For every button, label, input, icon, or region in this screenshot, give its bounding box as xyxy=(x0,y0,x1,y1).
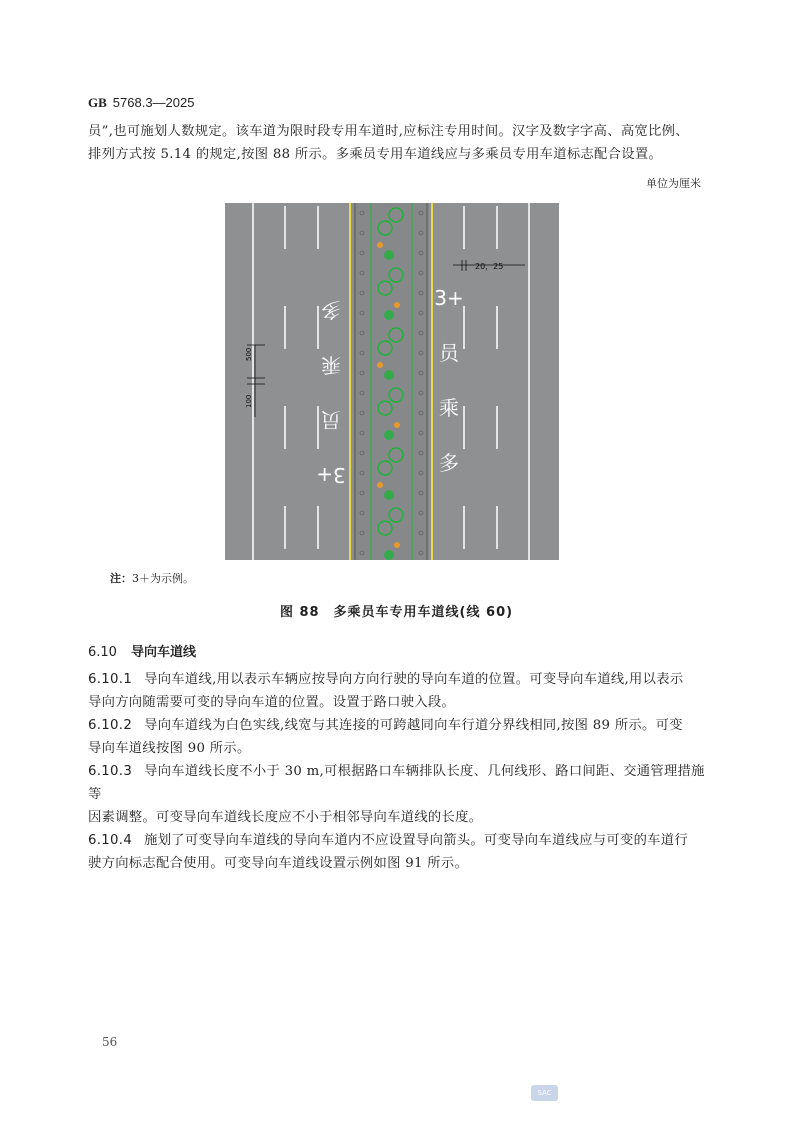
shrub-icon xyxy=(384,550,394,560)
text-line: 驶方向标志配合使用。可变导向车道线设置示例如图 91 所示。 xyxy=(88,856,469,871)
shrub-icon xyxy=(384,370,394,380)
shrub-icon xyxy=(384,250,394,260)
dimension-500: 500 xyxy=(245,347,253,361)
figure-caption: 图 88 多乘员车专用车道线(线 60) xyxy=(279,605,514,620)
document-header xyxy=(88,95,194,111)
text-line: 员”,也可施划人数规定。该车道为限时段专用车道时,应标注专用时间。汉字及数字字高、高宽比例、 xyxy=(88,124,689,139)
text-line: 因素调整。可变导向车道线长度应不小于相邻导向车道线的长度。 xyxy=(88,810,483,825)
text-line: 导向车道线为白色实线,线宽与其连接的可跨越同向车行道分界线相同,按图 89 所示。可变 xyxy=(144,718,683,733)
flower-icon xyxy=(394,542,400,548)
clause-6-10-3 xyxy=(88,760,706,829)
page-number: 56 xyxy=(102,1035,118,1049)
clause-number: 6.10.2 xyxy=(88,718,133,733)
flower-icon xyxy=(394,422,400,428)
road-marking-char-right: 乘 xyxy=(439,396,459,420)
note-label: 注： xyxy=(110,573,132,585)
road-marking-char-right: 多 xyxy=(439,451,459,475)
intro-paragraph xyxy=(88,120,706,166)
section-heading xyxy=(88,641,196,660)
dimension-width: 20，25 xyxy=(475,262,504,271)
shrub-icon xyxy=(384,310,394,320)
unit-note: 单位为厘米 xyxy=(646,177,701,190)
flower-icon xyxy=(377,482,383,488)
clause-number: 6.10.3 xyxy=(88,764,133,779)
text-line: 导向车道线按图 90 所示。 xyxy=(88,741,251,756)
clause-number: 6.10.4 xyxy=(88,833,133,848)
road-marking-char-left: 乘 xyxy=(321,353,341,377)
road-marking-char-left: 多 xyxy=(321,298,341,322)
text-line: 导向方向随需要可变的导向车道的位置。设置于路口驶入段。 xyxy=(88,695,456,710)
text-line: 施划了可变导向车道线的导向车道内不应设置导向箭头。可变导向车道线应与可变的车道行 xyxy=(144,833,688,848)
clause-6-10-4 xyxy=(88,829,706,875)
road-marking-char-left: 3+ xyxy=(316,463,346,487)
road-marking-char-left: 员 xyxy=(321,408,341,432)
sac-watermark-logo: SAC xyxy=(531,1085,558,1101)
road-marking-char-right: 员 xyxy=(439,341,459,365)
section-number: 6.10 xyxy=(88,645,117,660)
road-marking-char-right: 3+ xyxy=(434,286,464,310)
text-line: 导向车道线长度不小于 30 m,可根据路口车辆排队长度、几何线形、路口间距、交通管理措施等 xyxy=(88,764,705,802)
note-text: 3＋为示例。 xyxy=(132,572,194,585)
standard-number: 5768.3—2025 xyxy=(112,95,195,110)
flower-icon xyxy=(377,242,383,248)
clause-6-10-2 xyxy=(88,714,706,760)
dimension-100: 100 xyxy=(245,394,253,408)
clauses xyxy=(88,668,706,875)
standard-code: GB xyxy=(88,95,107,110)
section-title: 导向车道线 xyxy=(130,645,196,660)
shrub-icon xyxy=(384,490,394,500)
figure-note xyxy=(110,570,194,586)
flower-icon xyxy=(394,302,400,308)
clause-6-10-1 xyxy=(88,668,706,714)
text-line: 导向车道线,用以表示车辆应按导向方向行驶的导向车道的位置。可变导向车道线,用以表示 xyxy=(144,672,684,687)
clause-number: 6.10.1 xyxy=(88,672,133,687)
flower-icon xyxy=(377,362,383,368)
text-line: 排列方式按 5.14 的规定,按图 88 所示。多乘员专用车道线应与多乘员专用车道标志配合设置。 xyxy=(88,147,663,162)
lane-marking-figure xyxy=(225,203,559,560)
shrub-icon xyxy=(384,430,394,440)
